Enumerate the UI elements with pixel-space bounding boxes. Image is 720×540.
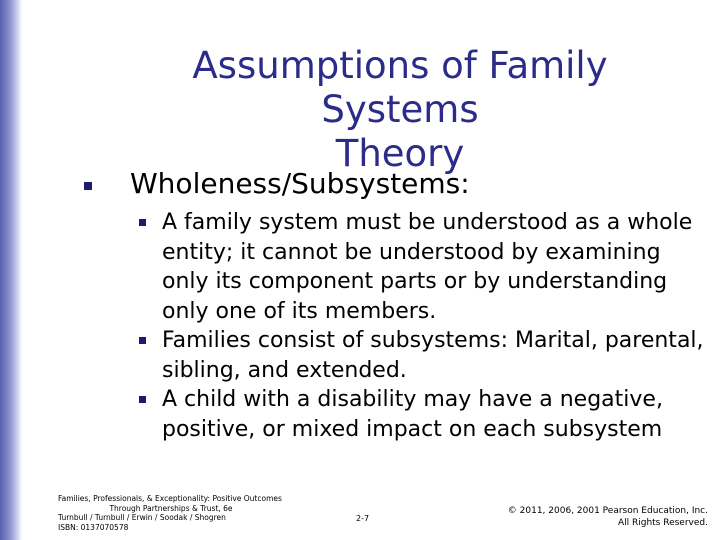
slide-title (110, 44, 690, 176)
decorative-side-band (0, 0, 22, 540)
square-bullet-icon (139, 396, 146, 403)
book-authors: Turnbull / Turnbull / Erwin / Soodak / Shogren (58, 513, 226, 522)
bullet-list (162, 208, 707, 444)
slide-title-line-1: Assumptions of Family Systems (192, 44, 608, 131)
page-number: 2-7 (356, 514, 370, 523)
book-citation (56, 494, 286, 532)
list-item (162, 385, 707, 444)
section-heading: Wholeness/Subsystems: (130, 167, 470, 200)
list-item (162, 326, 707, 385)
list-item (162, 208, 707, 326)
copyright-notice (468, 505, 708, 529)
list-item-text: A child with a disability may have a negative, positive, or mixed impact on each subsystem (162, 387, 663, 442)
book-isbn: ISBN: 0137070578 (58, 522, 129, 532)
book-title-line: Families, Professionals, & Exceptionality: Positive Outcomes (58, 494, 282, 503)
list-item-text: A family system must be understood as a whole entity; it cannot be understood by examining only its component parts or by understanding only one of its members. (162, 210, 693, 324)
slide-title-line-2: Theory (335, 132, 465, 175)
book-title-line: Through Partnerships & Trust, 6e (109, 503, 233, 513)
rights-line: All Rights Reserved. (617, 518, 708, 528)
square-bullet-icon (139, 337, 146, 344)
copyright-line: © 2011, 2006, 2001 Pearson Education, Inc. (507, 506, 708, 516)
list-item-text: Families consist of subsystems: Marital, parental, sibling, and extended. (162, 328, 704, 383)
square-bullet-icon (84, 182, 92, 190)
square-bullet-icon (139, 219, 146, 226)
